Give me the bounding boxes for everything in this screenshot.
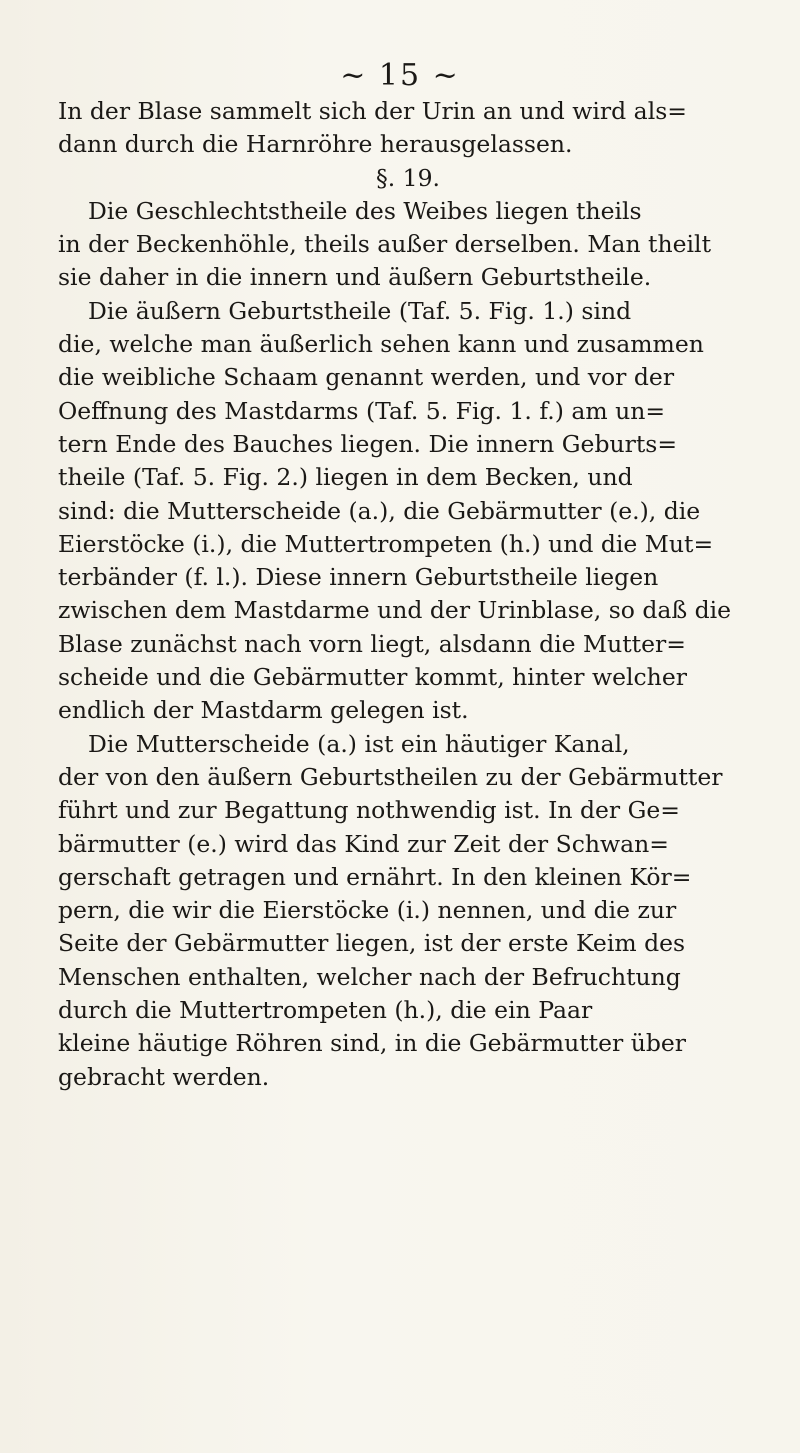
text-line: Die äußern Geburtstheile (Taf. 5. Fig. 1.) sind [88, 296, 632, 325]
body-text [58, 95, 758, 1094]
text-line: Die Mutterscheide (a.) ist ein häutiger Kanal, [88, 729, 630, 758]
text-line: terbänder (f. l.). Diese innern Geburtstheile liegen [58, 563, 659, 592]
text-line: In der Blase sammelt sich der Urin an und wird als= [58, 97, 687, 125]
text-line: die weibliche Schaam genannt werden, und vor der [58, 363, 675, 392]
text-line: zwischen dem Mastdarme und der Urinblase, so daß die [58, 596, 732, 625]
text-line: sind: die Mutterscheide (a.), die Gebärmutter (e.), die [58, 496, 701, 525]
text-line: theile (Taf. 5. Fig. 2.) liegen in dem Becken, und [58, 463, 633, 492]
text-line: führt und zur Begattung nothwendig ist. In der Ge= [58, 796, 680, 825]
text-line: gebracht werden. [58, 1062, 270, 1091]
text-line: sie daher in die innern und äußern Geburtstheile. [58, 263, 652, 292]
text-line: dann durch die Harnröhre herausgelassen. [58, 130, 573, 159]
text-line: scheide und die Gebärmutter kommt, hinter welcher [58, 663, 687, 692]
text-line: tern Ende des Bauches liegen. Die innern Geburts= [58, 429, 678, 458]
text-line: gerschaft getragen und ernährt. In den kleinen Kör= [58, 862, 692, 891]
text-line: Oeffnung des Mastdarms (Taf. 5. Fig. 1. f.) am un= [58, 396, 666, 425]
text-line: kleine häutige Röhren sind, in die Gebärmutter über [58, 1029, 687, 1058]
text-line: pern, die wir die Eierstöcke (i.) nennen, und die zur [58, 896, 677, 925]
text-line: in der Beckenhöhle, theils außer derselben. Man theilt [58, 230, 712, 259]
text-line: der von den äußern Geburtstheilen zu der Gebärmutter [58, 762, 723, 791]
text-line: Seite der Gebärmutter liegen, ist der erste Keim des [58, 929, 686, 958]
text-line: bärmutter (e.) wird das Kind zur Zeit der Schwan= [58, 829, 669, 858]
text-line: durch die Muttertrompeten (h.), die ein Paar [58, 996, 593, 1025]
text-line: Eierstöcke (i.), die Muttertrompeten (h.) und die Mut= [58, 529, 714, 558]
section-heading: §. 19. [375, 163, 441, 192]
page-number: ~ 15 ~ [340, 58, 460, 93]
text-line: Die Geschlechtstheile des Weibes liegen theils [88, 196, 642, 225]
text-line: endlich der Mastdarm gelegen ist. [58, 696, 469, 725]
text-line: Menschen enthalten, welcher nach der Befruchtung [58, 962, 681, 991]
text-line: Blase zunächst nach vorn liegt, alsdann die Mutter= [58, 629, 686, 658]
text-line: die, welche man äußerlich sehen kann und zusammen [58, 330, 704, 359]
